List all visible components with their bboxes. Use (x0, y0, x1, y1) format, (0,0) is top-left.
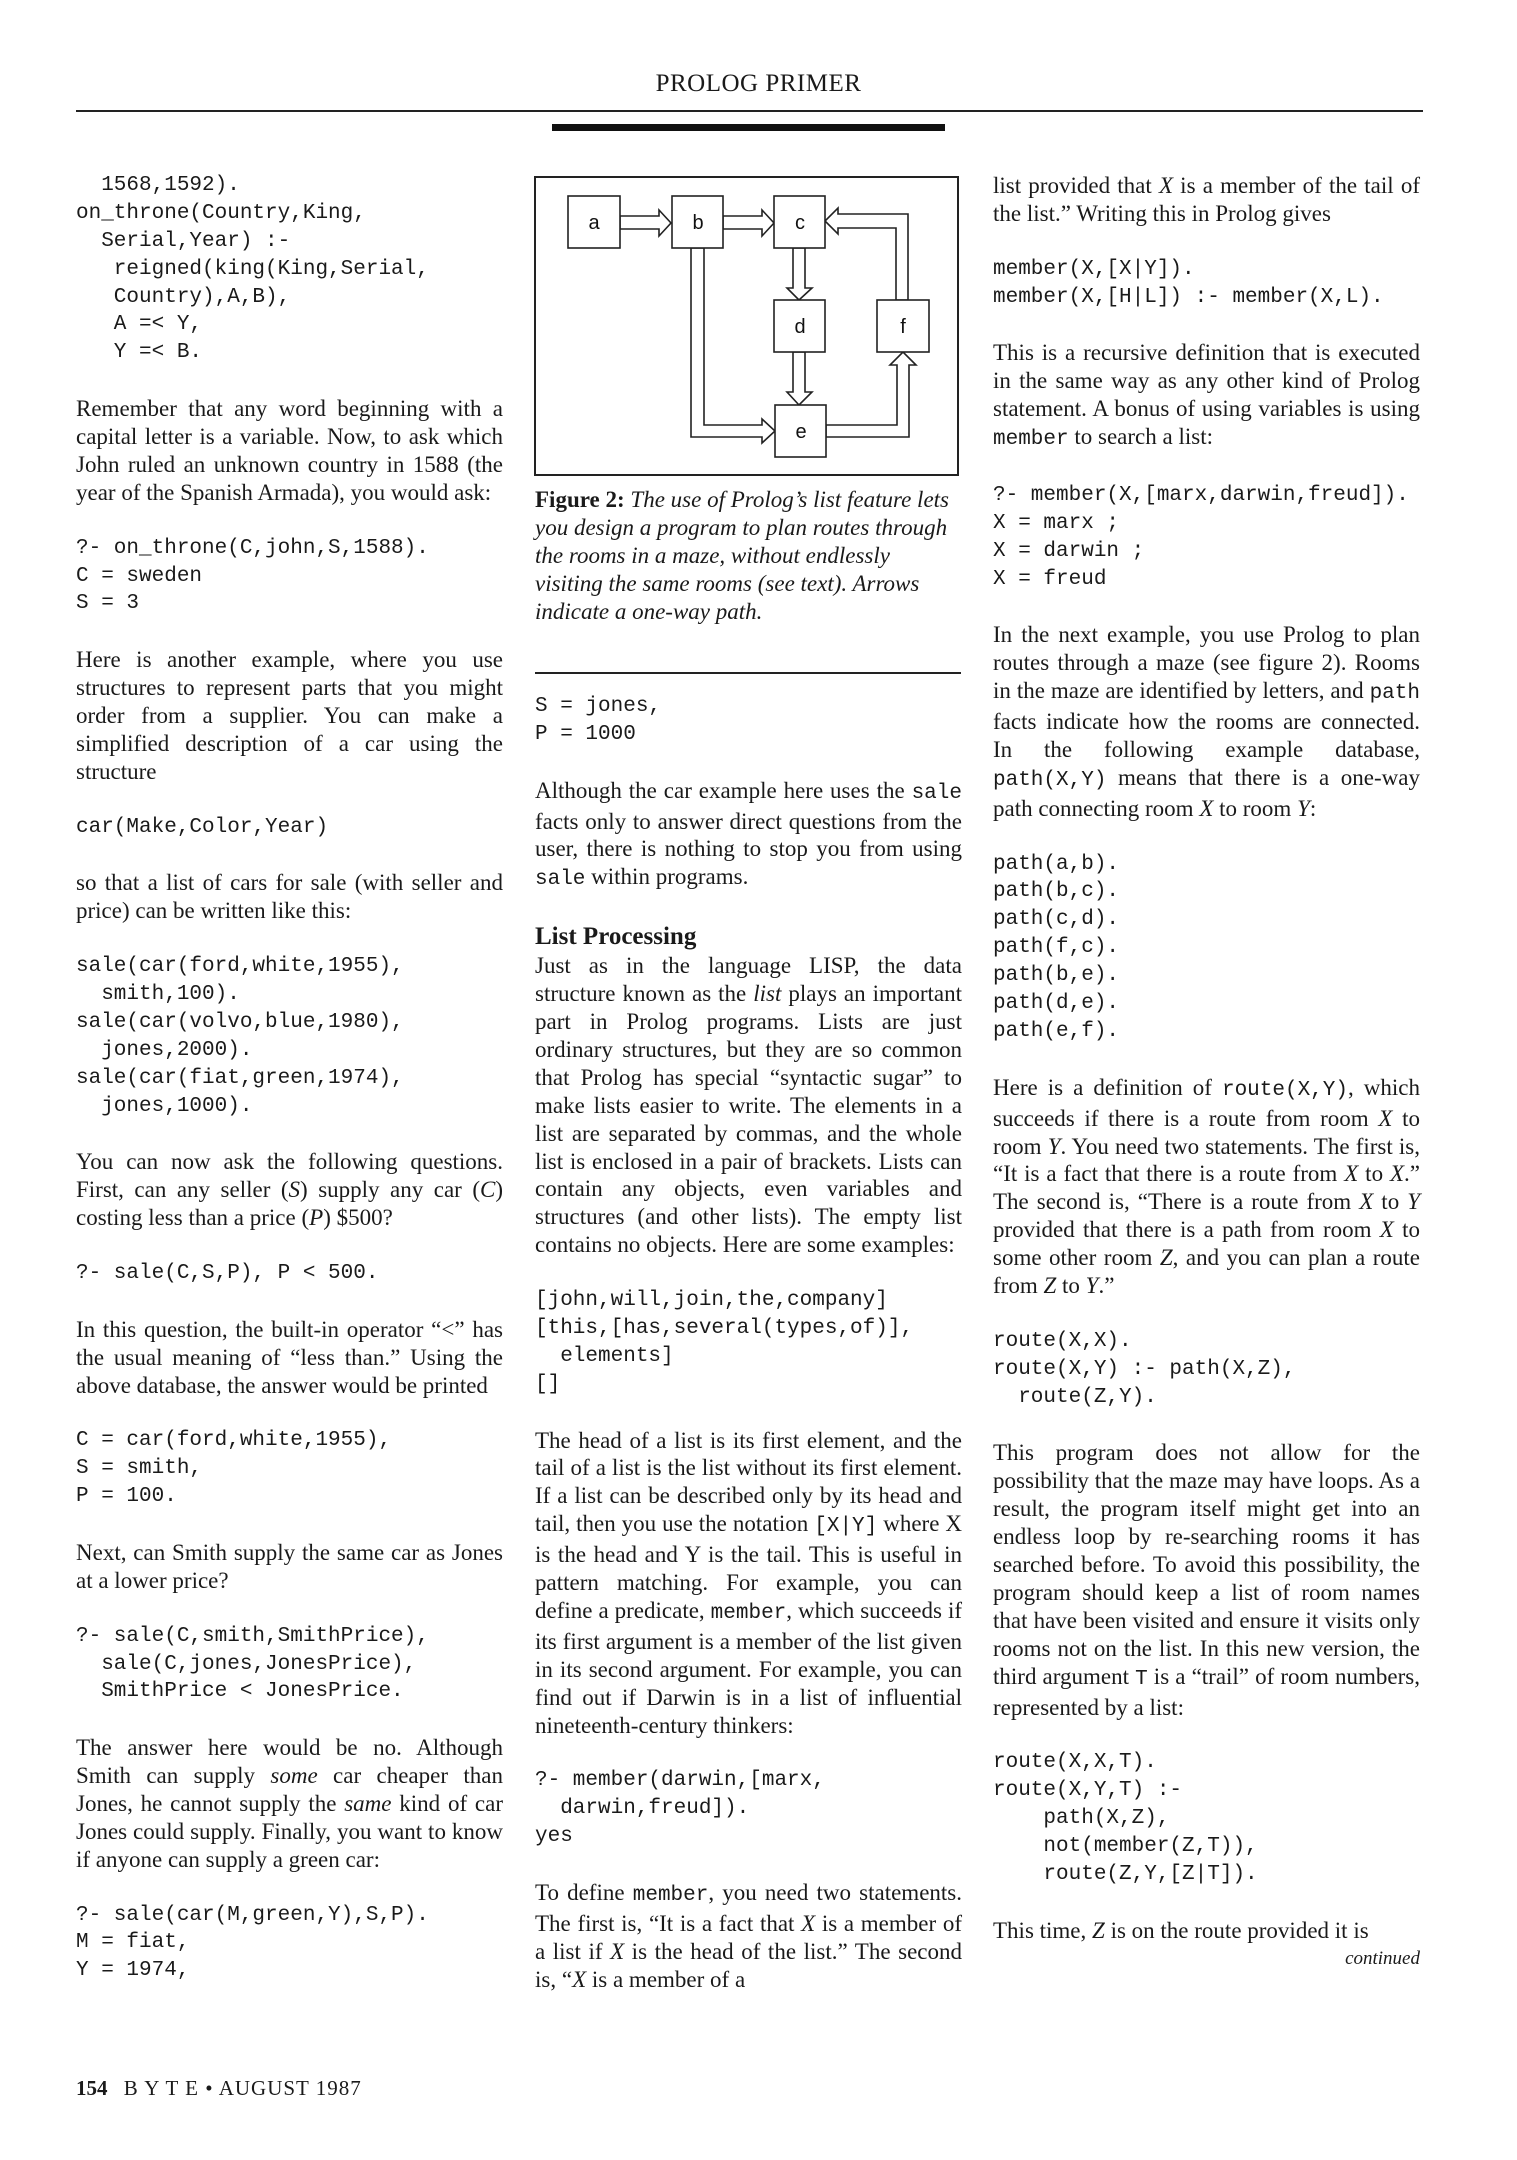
paragraph (76, 646, 503, 786)
text: : (1309, 795, 1317, 821)
italic-text: X (610, 1938, 625, 1964)
text: within programs. (585, 864, 749, 890)
code-line: SmithPrice < JonesPrice. (76, 1680, 404, 1704)
italic-text: X (1379, 1217, 1394, 1243)
code-line: jones,2000). (76, 1038, 253, 1062)
code-line: sale(car(fiat,green,1974), (76, 1066, 404, 1090)
room-label-f: f (900, 316, 906, 338)
code-line: member(X,[H|L]) :- member(X,L). (993, 285, 1384, 309)
code-line: Y = 1974, (76, 1959, 190, 1983)
text: Here is another example, where you use structures to represent parts that you might order from a supplier. You can make a simplified description of a car using the structure (76, 647, 503, 784)
code-block (76, 1902, 503, 1986)
code-block (993, 1749, 1420, 1888)
code-line: darwin,freud]). (535, 1797, 750, 1821)
italic-text: Y (1047, 1133, 1061, 1159)
continued-note: continued (1345, 1947, 1420, 1969)
section-heading: List Processing (535, 923, 697, 951)
italic-text: S (288, 1177, 301, 1203)
column-2 (535, 693, 962, 2021)
text: Next, can Smith supply the same car as Jones at a lower price? (76, 1539, 503, 1593)
text: This time, (993, 1917, 1093, 1943)
text: , you need two statements. The first is, “It is a fact that (535, 1879, 962, 1936)
text: , which succeeds if there is a route from room (993, 1074, 1420, 1131)
italic-text: Z (1159, 1245, 1173, 1271)
code-line: member(X,[X|Y]). (993, 257, 1195, 281)
code-line: C = car(ford,white,1955), (76, 1429, 392, 1453)
code-line: path(b,e). (993, 964, 1120, 988)
text: car cheaper than Jones, he cannot supply the (76, 1763, 503, 1816)
text: In the next example, you use Prolog to plan routes through a maze (see figure 2). Rooms in the maze are identified by letters, and (993, 622, 1420, 704)
inline-code: sale (911, 781, 962, 805)
code-line: ?- sale(car(M,green,Y),S,P). (76, 1903, 429, 1927)
header-rule (76, 110, 1423, 112)
text: is a member of the tail of the list.” Writing this in Prolog gives (993, 173, 1421, 226)
text: is a member of a (586, 1966, 746, 1992)
paragraph (535, 952, 962, 1259)
code-block (76, 535, 503, 619)
paragraph (993, 339, 1420, 454)
italic-text: X (1359, 1189, 1374, 1215)
italic-text: Y (1407, 1189, 1421, 1215)
code-line: ?- member(X,[marx,darwin,freud]). (993, 483, 1409, 507)
code-line: [this,[has,several(types,of)], (535, 1316, 914, 1340)
code-line: not(member(Z,T)), (993, 1835, 1258, 1859)
inline-code: path(X,Y) (993, 768, 1107, 792)
paragraph (76, 1316, 503, 1400)
code-line: route(Z,Y). (993, 1385, 1157, 1409)
text: This is a recursive definition that is executed in the same way as any other kind of Prolog statement. A bonus of using variables is using (993, 340, 1420, 422)
column-bar (552, 124, 945, 131)
text: to (1373, 1189, 1408, 1215)
code-line: M = fiat, (76, 1931, 190, 1955)
code-line: [john,will,join,the,company] (535, 1289, 888, 1313)
code-line: 1568,1592). (76, 174, 240, 197)
code-line: S = 3 (76, 592, 140, 616)
italic-text: X (1389, 1161, 1405, 1187)
text: Here is a definition of (993, 1074, 1222, 1100)
code-line: X = marx ; (993, 511, 1120, 535)
code-block (76, 1623, 503, 1707)
code-line: elements] (535, 1344, 674, 1368)
paragraph (535, 1879, 962, 1994)
text: where X is the head and Y is the tail. This is useful in pattern matching. For example, you can define a predicate, (535, 1511, 962, 1623)
code-line: S = jones, (535, 695, 662, 718)
code-block (535, 1767, 962, 1851)
code-line: ?- sale(C,smith,SmithPrice), (76, 1624, 429, 1648)
italic-text: Z (1092, 1917, 1105, 1943)
paragraph (76, 395, 503, 507)
code-line: path(f,c). (993, 936, 1120, 960)
code-block (535, 1287, 962, 1399)
text: list provided that (993, 173, 1159, 198)
code-line: route(X,Y,T) :- (993, 1779, 1183, 1803)
code-line: route(X,Y) :- path(X,Z), (993, 1357, 1296, 1381)
code-line: on_throne(Country,King, (76, 201, 366, 225)
inline-code: [X|Y] (814, 1515, 878, 1539)
text: is the head of the list.” The second is, “ (535, 1938, 962, 1992)
page-footer (76, 2076, 362, 2101)
text: Although the car example here uses the (535, 777, 912, 803)
text: to (1056, 1273, 1086, 1299)
code-block (993, 482, 1420, 594)
code-line: Y =< B. (76, 341, 203, 365)
text: kind of car Jones could supply. Finally, you want to know if anyone can supply a green car: (76, 1790, 503, 1872)
paragraph (993, 1074, 1420, 1300)
code-line: sale(car(ford,white,1955), (76, 955, 404, 979)
text: plays an important part in Prolog programs. Lists are just ordinary structures, but they are so common that Prolog has special “syntactic sugar” to make lists easier to write. The elements in a list are separated by commas, and the whole list is enclosed in a pair of brackets. Lists can contain any objects, even variables and structures (and other lists). The empty list contains no objects. Here are some examples: (535, 981, 962, 1258)
code-line: sale(C,jones,JonesPrice), (76, 1652, 417, 1676)
caption-text: The use of Prolog’s list feature lets you design a program to plan routes through the rooms in a maze, without endlessly visiting the same rooms (see text). Arrows indicate a one-way path. (535, 487, 949, 624)
inline-code: route(X,Y) (1221, 1078, 1348, 1102)
code-line: Serial,Year) :- (76, 229, 291, 253)
code-line: path(b,c). (993, 880, 1120, 904)
italic-text: X (572, 1966, 587, 1992)
italic-text: Z (1043, 1273, 1057, 1299)
code-line: reigned(king(King,Serial, (76, 257, 429, 281)
issue-date: AUGUST 1987 (218, 2076, 362, 2100)
paragraph (76, 1148, 503, 1232)
text: . You need two statements. The first is, “It is a fact that there is a route from (993, 1133, 1420, 1187)
code-line: route(X,X). (993, 1329, 1132, 1353)
text: , which succeeds if its first argument is a member of the list given in its second argument. For example, you can find out if Darwin is in a list of influential nineteenth-century thinkers: (535, 1597, 963, 1738)
code-block (76, 953, 503, 1120)
code-line: C = sweden (76, 564, 203, 588)
caption-rule (535, 672, 961, 674)
code-line: path(e,f). (993, 1019, 1120, 1043)
italic-text: same (344, 1790, 392, 1816)
paragraph (993, 172, 1420, 228)
code-line: ?- on_throne(C,john,S,1588). (76, 536, 429, 560)
paragraph (535, 777, 962, 895)
footer-separator: • (205, 2076, 214, 2100)
inline-code: T (1135, 1667, 1148, 1691)
code-line: Country),A,B), (76, 285, 291, 309)
figure-caption (535, 486, 955, 626)
code-line: car(Make,Color,Year) (76, 815, 329, 839)
text: to room (993, 1105, 1420, 1159)
italic-text: X (1344, 1161, 1359, 1187)
room-label-d: d (794, 316, 806, 338)
paragraph (76, 1734, 503, 1874)
inline-code: member (993, 428, 1069, 452)
code-line: X = darwin ; (993, 539, 1145, 563)
text: ) $500? (323, 1205, 393, 1231)
code-line: yes (535, 1825, 573, 1849)
text: facts only to answer direct questions from the user, there is nothing to stop you from using (535, 808, 962, 862)
italic-text: list (753, 981, 782, 1007)
code-line: A =< Y, (76, 313, 203, 337)
italic-text: some (270, 1763, 318, 1789)
paragraph (993, 621, 1420, 822)
text: is a “trail” of room numbers, represented by a list: (993, 1663, 1420, 1720)
code-block (76, 1427, 503, 1511)
paragraph (993, 1917, 1420, 1945)
code-line: S = smith, (76, 1457, 203, 1481)
code-line: sale(car(volvo,blue,1980), (76, 1010, 404, 1034)
code-block (76, 814, 503, 842)
running-header: PROLOG PRIMER (655, 70, 862, 97)
text: .” (1098, 1273, 1115, 1299)
paragraph (76, 1539, 503, 1595)
text: is on the route provided it is (1104, 1917, 1369, 1943)
code-block (535, 693, 962, 749)
inline-code: path (1369, 682, 1420, 706)
paragraph (535, 1427, 962, 1740)
text: You can now ask the following questions. First, can any seller ( (76, 1149, 503, 1203)
text: , and you can plan a route from (993, 1245, 1420, 1299)
text: means that there is a one-way path connecting room (993, 764, 1420, 821)
code-line: ?- sale(C,S,P), P < 500. (76, 1261, 379, 1285)
italic-text: X (1199, 795, 1214, 821)
italic-text: X (1158, 173, 1173, 198)
code-line: route(X,X,T). (993, 1751, 1157, 1775)
room-label-b: b (692, 212, 704, 234)
code-line: path(c,d). (993, 908, 1120, 932)
room-label-a: a (588, 212, 600, 234)
code-line: path(X,Z), (993, 1807, 1170, 1831)
italic-text: X (801, 1910, 816, 1936)
column-3 (993, 172, 1420, 1972)
text: ) supply any car ( (300, 1177, 480, 1203)
caption-label: Figure 2: (535, 487, 625, 512)
room-label-e: e (795, 421, 807, 443)
italic-text: C (479, 1177, 496, 1203)
code-line: P = 1000 (535, 722, 636, 746)
code-block (76, 1260, 503, 1288)
text: to some other room (993, 1217, 1421, 1271)
text: facts indicate how the rooms are connected. In the following example database, (993, 709, 1420, 762)
italic-text: Y (1085, 1273, 1099, 1299)
text: ) costing less than a price ( (76, 1177, 503, 1231)
text: The head of a list is its first element, and the tail of a list is the list without its first element. If a list can be described only by its head and tail, then you use the notation (535, 1427, 962, 1537)
inline-code: sale (535, 868, 586, 892)
maze-figure (520, 160, 970, 490)
text: is a member of a list if (535, 1910, 962, 1964)
italic-text: Y (1297, 795, 1310, 821)
text: to (1358, 1161, 1390, 1187)
paragraph (993, 1439, 1420, 1721)
text: Just as in the language LISP, the data structure known as the (535, 953, 962, 1007)
text: to search a list: (1068, 424, 1213, 450)
italic-text: X (1378, 1105, 1393, 1131)
text: In this question, the built-in operator “<” has the usual meaning of “less than.” Using the above database, the answer would be printed (76, 1316, 503, 1398)
magazine-name: B Y T E (123, 2076, 200, 2100)
text: Remember that any word beginning with a capital letter is a variable. Now, to ask which John ruled an unknown country in 1588 (the year of the Spanish Armada), you would ask: (76, 396, 503, 505)
code-line: X = freud (993, 567, 1107, 591)
code-line: jones,1000). (76, 1094, 253, 1118)
text: .” The second is, “There is a route from (993, 1161, 1420, 1215)
text: so that a list of cars for sale (with seller and price) can be written like this: (76, 870, 503, 924)
code-line: [] (535, 1372, 561, 1396)
code-block (993, 1328, 1420, 1412)
page-number: 154 (76, 2076, 108, 2100)
text: This program does not allow for the possibility that the maze may have loops. As a result, the program itself might get into an endless loop by re-searching rooms it has searched before. To avoid this possibility, the program should keep a list of room names that have been visited and ensure it visits only rooms not on the list. In this new version, the third argument (993, 1440, 1420, 1689)
italic-text: P (309, 1205, 324, 1231)
inline-code: member (710, 1601, 787, 1625)
paragraph (76, 869, 503, 925)
code-block (993, 851, 1420, 1046)
text: provided that there is a path from room (993, 1217, 1380, 1243)
code-block (76, 172, 503, 367)
code-line: path(d,e). (993, 992, 1120, 1016)
room-label-c: c (795, 212, 805, 234)
code-line: P = 100. (76, 1485, 177, 1509)
code-line: path(a,b). (993, 852, 1120, 876)
text: The answer here would be no. Although Smith can supply (76, 1735, 503, 1789)
code-block (993, 256, 1420, 312)
code-line: ?- member(darwin,[marx, (535, 1769, 825, 1793)
code-line: smith,100). (76, 983, 240, 1006)
column-1 (76, 172, 503, 2013)
code-line: route(Z,Y,[Z|T]). (993, 1862, 1258, 1886)
inline-code: member (632, 1883, 709, 1907)
text: To define (535, 1879, 633, 1905)
text: to room (1213, 795, 1298, 821)
